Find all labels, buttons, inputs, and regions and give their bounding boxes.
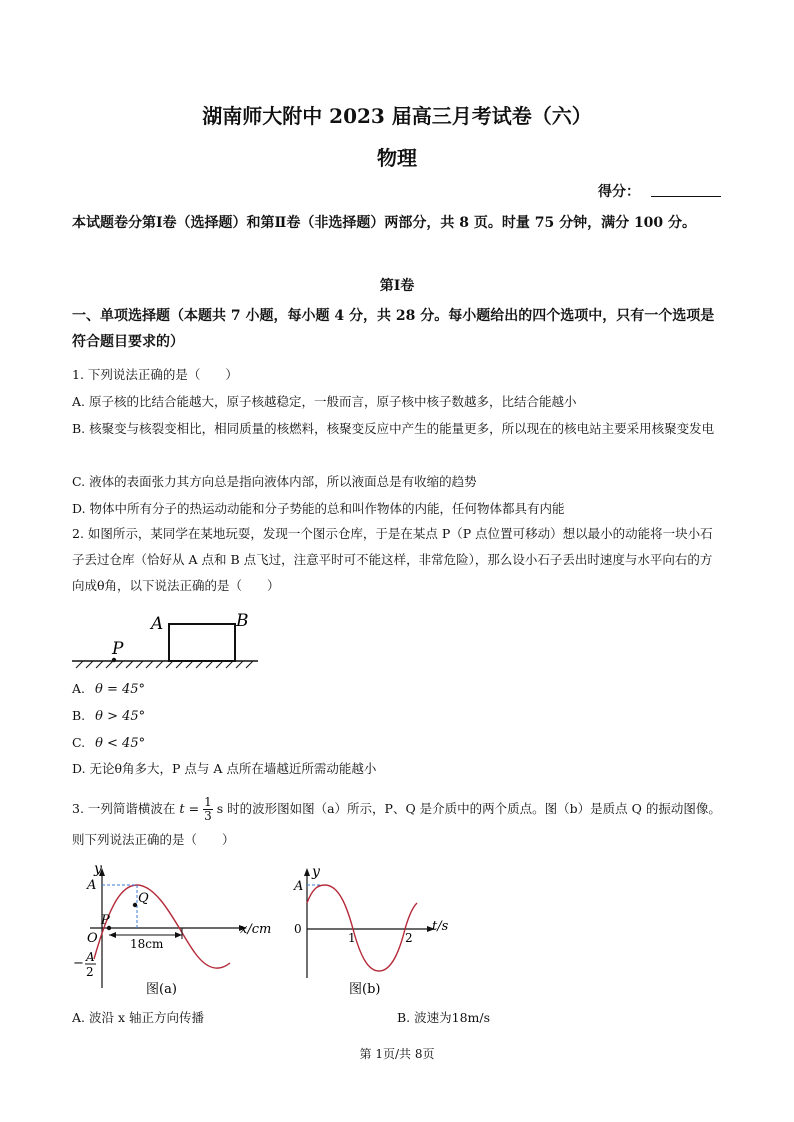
q2-option-d: D. 无论θ角多大，P 点与 A 点所在墙越近所需动能越小 bbox=[72, 761, 377, 776]
distance-arrow-left bbox=[109, 932, 116, 938]
neg-sign: − bbox=[73, 956, 84, 971]
label-p: P bbox=[112, 639, 124, 659]
q2-warehouse-figure bbox=[70, 608, 265, 670]
q1-option-b: B. 核聚变与核裂变相比，相同质量的核燃料，核聚变反应中产生的能量更多，所以现在的核电站主要采用核聚变发电 bbox=[72, 421, 715, 436]
part-heading: 一、单项选择题（本题共 7 小题，每小题 4 分，共 28 分。每小题给出的四个选项中，只有一个选项是符合题目要求的） bbox=[72, 308, 715, 350]
neg-amp-num: A bbox=[86, 950, 95, 964]
q3-option-a: A. 波沿 x 轴正方向传播 bbox=[72, 1010, 204, 1025]
q3-t-eq: = bbox=[188, 801, 200, 816]
page-footer: 第 1页/共 8页 bbox=[359, 1047, 435, 1061]
q2-option-a-expr: θ = 45° bbox=[95, 682, 146, 697]
q1-option-d: D. 物体中所有分子的热运动动能和分子势能的总和叫作物体的内能，任何物体都具有内能 bbox=[72, 501, 565, 516]
ground-hatching bbox=[76, 661, 253, 668]
exam-intro: 本试题卷分第Ⅰ卷（选择题）和第Ⅱ卷（非选择题）两部分，共 8 页。时量 75 分钟，满分 100 分。 bbox=[72, 215, 697, 231]
warehouse-rect bbox=[169, 624, 235, 661]
p-label-a: P bbox=[101, 913, 110, 928]
score-label: 得分： bbox=[598, 184, 640, 200]
q3-t-var: t bbox=[179, 802, 185, 817]
q3-fraction bbox=[203, 796, 213, 823]
t2-label: 2 bbox=[405, 931, 413, 945]
wave-curve-a bbox=[94, 885, 230, 968]
q3-stem bbox=[72, 794, 724, 855]
exam-title: 湖南师大附中 2023 届高三月考试卷（六） bbox=[202, 104, 592, 128]
q-label: Q bbox=[138, 891, 149, 906]
t1-label: 1 bbox=[348, 931, 356, 945]
q2-option-a bbox=[72, 679, 724, 700]
origin-label: O bbox=[87, 931, 98, 946]
q3-vibration-figure-b bbox=[285, 863, 460, 1003]
q3-stem-pre: 3. 一列简谐横波在 bbox=[72, 801, 176, 816]
q3-frac-den: 3 bbox=[204, 809, 212, 823]
q3-wave-figure-a bbox=[70, 863, 280, 1003]
q2-option-b bbox=[72, 706, 724, 727]
point-q bbox=[133, 903, 137, 907]
distance-label: 18cm bbox=[130, 937, 164, 951]
q2-option-c bbox=[72, 733, 724, 754]
y-label-a: y bbox=[94, 863, 102, 877]
zero-label-b: 0 bbox=[294, 922, 302, 936]
q2-option-b-prefix: B. bbox=[72, 708, 86, 723]
caption-a: 图(a) bbox=[146, 982, 177, 997]
distance-arrow-right bbox=[175, 932, 182, 938]
q2-option-a-prefix: A. bbox=[72, 681, 86, 696]
q3-frac-num: 1 bbox=[204, 795, 212, 809]
score-blank bbox=[651, 196, 721, 197]
amp-label-a: A bbox=[87, 878, 97, 893]
q2-option-c-expr: θ < 45° bbox=[95, 736, 146, 751]
y-axis-arrow-b bbox=[304, 868, 310, 876]
caption-b: 图(b) bbox=[349, 982, 381, 997]
t-axis-label-b: t/s bbox=[432, 919, 449, 934]
neg-amp-den: 2 bbox=[86, 965, 94, 979]
q3-option-b: B. 波速为18m/s bbox=[397, 1010, 491, 1025]
y-label-b: y bbox=[312, 864, 320, 880]
x-axis-label-a: x/cm bbox=[240, 922, 272, 937]
vibration-curve-b bbox=[307, 885, 417, 971]
label-a: A bbox=[151, 614, 164, 634]
q2-option-b-expr: θ > 45° bbox=[95, 709, 146, 724]
q2-stem: 2. 如图所示，某同学在某地玩耍，发现一个图示仓库，于是在某点 P（P 点位置可移动）想以最小的动能将一块小石子丢过仓库（恰好从 A 点和 B 点飞过，注意平时可不能这样，非常危险），那么设小石子丢出时速度与水平向右的方向成θ角，以下说法正确的是（ ） bbox=[72, 526, 713, 593]
label-b: B bbox=[236, 611, 249, 631]
subject-title: 物理 bbox=[377, 146, 417, 170]
section-heading: 第Ⅰ卷 bbox=[379, 278, 415, 294]
amp-label-b: A bbox=[294, 879, 304, 894]
q1-option-a: A. 原子核的比结合能越大，原子核越稳定，一般而言，原子核中核子数越多，比结合能越小 bbox=[72, 394, 577, 409]
q3-stem-post: s 时的波形图如图（a）所示，P、Q 是介质中的两个质点。图（b）是质点 Q 的振动图像。则下列说法正确的是（ ） bbox=[72, 801, 721, 847]
q2-option-c-prefix: C. bbox=[72, 735, 86, 750]
q1-option-c: C. 液体的表面张力其方向总是指向液体内部，所以液面总是有收缩的趋势 bbox=[72, 474, 477, 489]
q1-stem: 1. 下列说法正确的是（ ） bbox=[72, 367, 238, 382]
